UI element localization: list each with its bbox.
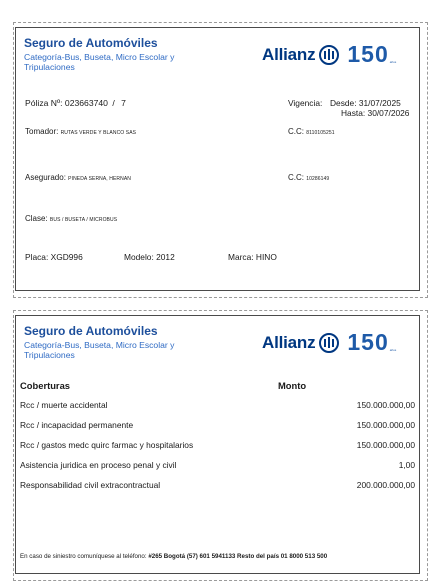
cc1-value: 8110105251 — [306, 130, 335, 136]
anniversary-number: 150 — [347, 329, 389, 355]
coverage-amount: 150.000.000,00 — [356, 400, 415, 410]
anniversary-number: 150 — [347, 41, 389, 67]
coverage-row — [20, 400, 415, 410]
coverage-card — [15, 315, 420, 574]
coverage-row — [20, 480, 415, 490]
cc2-label: C.C: — [288, 173, 304, 182]
modelo: Modelo: 2012 — [124, 252, 175, 262]
coverage-amount: 150.000.000,00 — [356, 420, 415, 430]
card-title: Seguro de Automóviles — [24, 324, 158, 338]
cc2-row — [288, 173, 329, 182]
tomador-label: Tomador: — [25, 127, 59, 136]
coverage-name: Rcc / muerte accidental — [20, 400, 108, 410]
coverage-amount: 200.000.000,00 — [356, 480, 415, 490]
coverage-row — [20, 440, 415, 450]
clase-label: Clase: — [25, 214, 48, 223]
poliza-number: 023663740 — [64, 98, 108, 108]
contact-footer — [20, 553, 327, 560]
coverage-name: Responsabilidad civil extracontractual — [20, 480, 161, 490]
coverage-amount: 1,00 — [398, 460, 415, 470]
allianz-logo — [262, 41, 396, 68]
coverage-name: Asistencia juridica en proceso penal y civil — [20, 460, 177, 470]
vigencia-label: Vigencia: — [288, 98, 323, 108]
marca: Marca: HINO — [228, 252, 277, 262]
clase-value: BUS / BUSETA / MICROBUS — [49, 217, 118, 223]
coverage-row — [20, 460, 415, 470]
poliza-label: Póliza Nº: — [25, 98, 63, 108]
allianz-eagle-icon — [319, 333, 339, 353]
cc1-label: C.C: — [288, 127, 304, 136]
cc2-value: 10286149 — [306, 176, 330, 182]
anniversary-tiny-text: años — [389, 348, 397, 352]
poliza-suffix: 7 — [121, 98, 126, 108]
placa: Placa: XGD996 — [25, 252, 83, 262]
poliza-line — [25, 98, 126, 108]
contact-intro: En caso de siniestro comuníquese al teléfono: — [20, 553, 147, 560]
monto-header: Monto — [278, 380, 307, 391]
allianz-logo — [262, 329, 396, 356]
contact-phones: #265 Bogotá (57) 601 5941133 Resto del país 01 8000 513 500 — [148, 553, 328, 560]
allianz-wordmark: Allianz — [262, 44, 316, 64]
card-subtitle: Categoría-Bus, Buseta, Micro Escolar y Tripulaciones — [24, 340, 175, 360]
tomador-value: RUTAS VERDE Y BLANCO SAS — [60, 130, 137, 136]
card-subtitle: Categoría-Bus, Buseta, Micro Escolar y Tripulaciones — [24, 52, 175, 72]
cc1-row — [288, 127, 335, 136]
vigencia-desde: Desde: 31/07/2025 — [330, 98, 401, 108]
policy-card — [15, 27, 420, 291]
asegurado-label: Asegurado: — [25, 173, 66, 182]
tomador-row — [25, 127, 136, 136]
vigencia-hasta: Hasta: 30/07/2026 — [341, 108, 410, 118]
clase-row — [25, 214, 117, 223]
coverage-row — [20, 420, 415, 430]
coverage-name: Rcc / gastos medc quirc farmac y hospitalarios — [20, 440, 194, 450]
allianz-eagle-icon — [319, 45, 339, 65]
allianz-wordmark: Allianz — [262, 332, 316, 352]
asegurado-row — [25, 173, 131, 182]
poliza-separator: / — [112, 98, 115, 108]
card-title: Seguro de Automóviles — [24, 36, 158, 50]
coverage-name: Rcc / incapacidad permanente — [20, 420, 134, 430]
asegurado-value: PINEDA SERNA, HERNAN — [68, 176, 132, 182]
anniversary-tiny-text: años — [389, 60, 397, 64]
coverage-amount: 150.000.000,00 — [356, 440, 415, 450]
coberturas-header: Coberturas — [20, 380, 71, 391]
